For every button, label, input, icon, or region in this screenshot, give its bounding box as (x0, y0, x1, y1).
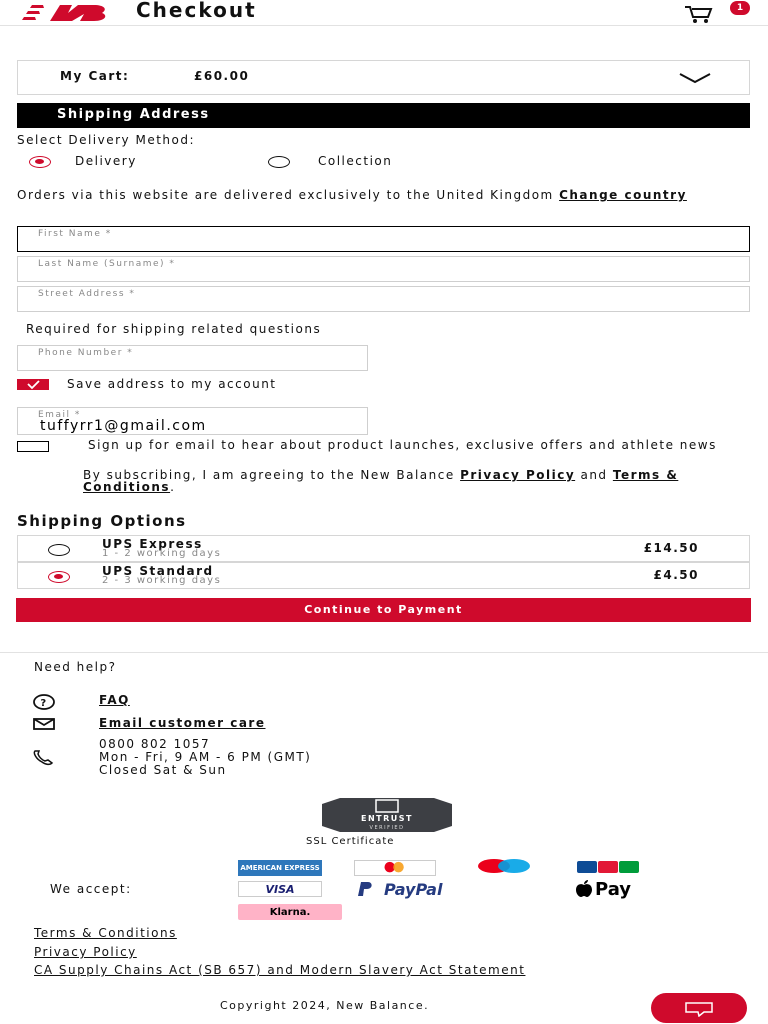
collection-option-label[interactable]: Collection (318, 154, 393, 168)
email-signup-label[interactable]: Sign up for email to hear about product launches, exclusive offers and athlete news (88, 438, 717, 452)
phone-required-note: Required for shipping related questions (26, 322, 322, 336)
save-address-label[interactable]: Save address to my account (67, 377, 277, 391)
chat-icon (682, 1001, 716, 1017)
footer-divider (0, 652, 768, 653)
section-header-shipping-address: Shipping Address (17, 103, 750, 128)
delivery-radio[interactable] (29, 156, 51, 168)
paypal-logo (354, 880, 528, 898)
phone-number-field[interactable] (17, 345, 368, 371)
footer-terms-link[interactable]: Terms & Conditions (34, 926, 177, 940)
cart-label: My Cart: (60, 69, 130, 83)
cart-total: £60.00 (194, 69, 250, 83)
support-hours: Mon - Fri, 9 AM - 6 PM (GMT) (99, 750, 312, 764)
phone-icon (32, 749, 54, 766)
phone-number-placeholder: Phone Number * (38, 348, 134, 358)
email-label: Email * (38, 410, 81, 420)
shipping-option-ups-standard[interactable] (17, 562, 750, 589)
checkmark-icon (17, 379, 49, 390)
continue-to-payment-button[interactable]: Continue to Payment (16, 598, 751, 622)
svg-text:?: ? (40, 698, 48, 709)
entrust-sub: VERIFIED (369, 825, 405, 831)
maestro-logo (468, 858, 540, 876)
delivery-notice (17, 189, 737, 202)
we-accept-label: We accept: (50, 882, 132, 896)
email-field[interactable] (17, 407, 368, 435)
page-title: Checkout (136, 0, 257, 22)
klarna-logo: Klarna. (238, 904, 342, 920)
ups-express-radio[interactable] (48, 544, 70, 556)
ssl-certificate-label: SSL Certificate (306, 836, 395, 847)
subscribe-disclaimer (83, 469, 743, 493)
need-help-heading: Need help? (34, 660, 117, 674)
shipping-option-name: UPS Standard (102, 564, 214, 578)
paypal-text: PayPal (384, 879, 443, 899)
period-text: . (170, 480, 176, 494)
faq-link[interactable]: FAQ (99, 693, 130, 707)
shipping-option-ups-express[interactable] (17, 535, 750, 562)
chevron-down-icon (678, 71, 712, 85)
shipping-option-time: 2 - 3 working days (102, 575, 222, 586)
terms-link[interactable]: Terms & Conditions (83, 468, 679, 494)
cart-summary-toggle[interactable] (17, 60, 750, 95)
entrust-seal-icon (320, 798, 454, 832)
collection-radio[interactable] (268, 156, 290, 168)
shipping-option-time: 1 - 2 working days (102, 548, 222, 559)
save-address-checkbox[interactable] (17, 379, 49, 390)
closed-days: Closed Sat & Sun (99, 763, 227, 777)
mastercard-logo (354, 860, 436, 876)
first-name-placeholder: First Name * (38, 229, 112, 239)
change-country-link[interactable]: Change country (559, 188, 687, 202)
delivery-option-label[interactable]: Delivery (75, 154, 137, 168)
email-value: tuffyrr1@gmail.com (40, 418, 207, 434)
last-name-field[interactable] (17, 256, 750, 282)
shipping-option-price: £14.50 (643, 541, 699, 555)
entrust-text: ENTRUST (361, 814, 413, 823)
cart-count-badge: 1 (730, 1, 750, 15)
privacy-policy-link[interactable]: Privacy Policy (460, 468, 576, 482)
shipping-option-name: UPS Express (102, 537, 203, 551)
apple-pay-text: Pay (595, 878, 632, 900)
apple-pay-logo (573, 879, 687, 899)
footer-supply-chains-link[interactable]: CA Supply Chains Act (SB 657) and Modern Slavery Act Statement (34, 963, 526, 977)
cart-icon[interactable] (684, 4, 714, 24)
first-name-field[interactable] (17, 226, 750, 252)
faq-icon (33, 694, 55, 710)
apple-icon (573, 880, 595, 898)
last-name-placeholder: Last Name (Surname) * (38, 259, 176, 269)
new-balance-logo[interactable] (20, 3, 120, 23)
delivery-notice-text: Orders via this website are delivered exclusively to the United Kingdom (17, 188, 554, 202)
shipping-options-title: Shipping Options (17, 512, 187, 530)
visa-logo: VISA (238, 881, 322, 897)
street-address-field[interactable] (17, 286, 750, 312)
shipping-option-price: £4.50 (653, 568, 699, 582)
email-signup-checkbox[interactable] (17, 441, 49, 452)
street-address-placeholder: Street Address * (38, 289, 136, 299)
footer-privacy-link[interactable]: Privacy Policy (34, 945, 137, 959)
amex-logo: AMERICAN EXPRESS (238, 860, 322, 876)
delivery-method-label: Select Delivery Method: (17, 133, 196, 147)
and-text: and (580, 468, 608, 482)
header (0, 0, 768, 26)
mail-icon (33, 718, 55, 730)
jcb-logo (576, 860, 640, 874)
paypal-p-icon (354, 881, 384, 897)
contact-details (99, 738, 311, 777)
phone-number[interactable]: 0800 802 1057 (99, 737, 211, 751)
subscribe-disclaimer-text: By subscribing, I am agreeing to the New Balance (83, 468, 455, 482)
copyright: Copyright 2024, New Balance. (220, 999, 430, 1012)
ups-standard-radio[interactable] (48, 571, 70, 583)
email-customer-care-link[interactable]: Email customer care (99, 716, 266, 730)
